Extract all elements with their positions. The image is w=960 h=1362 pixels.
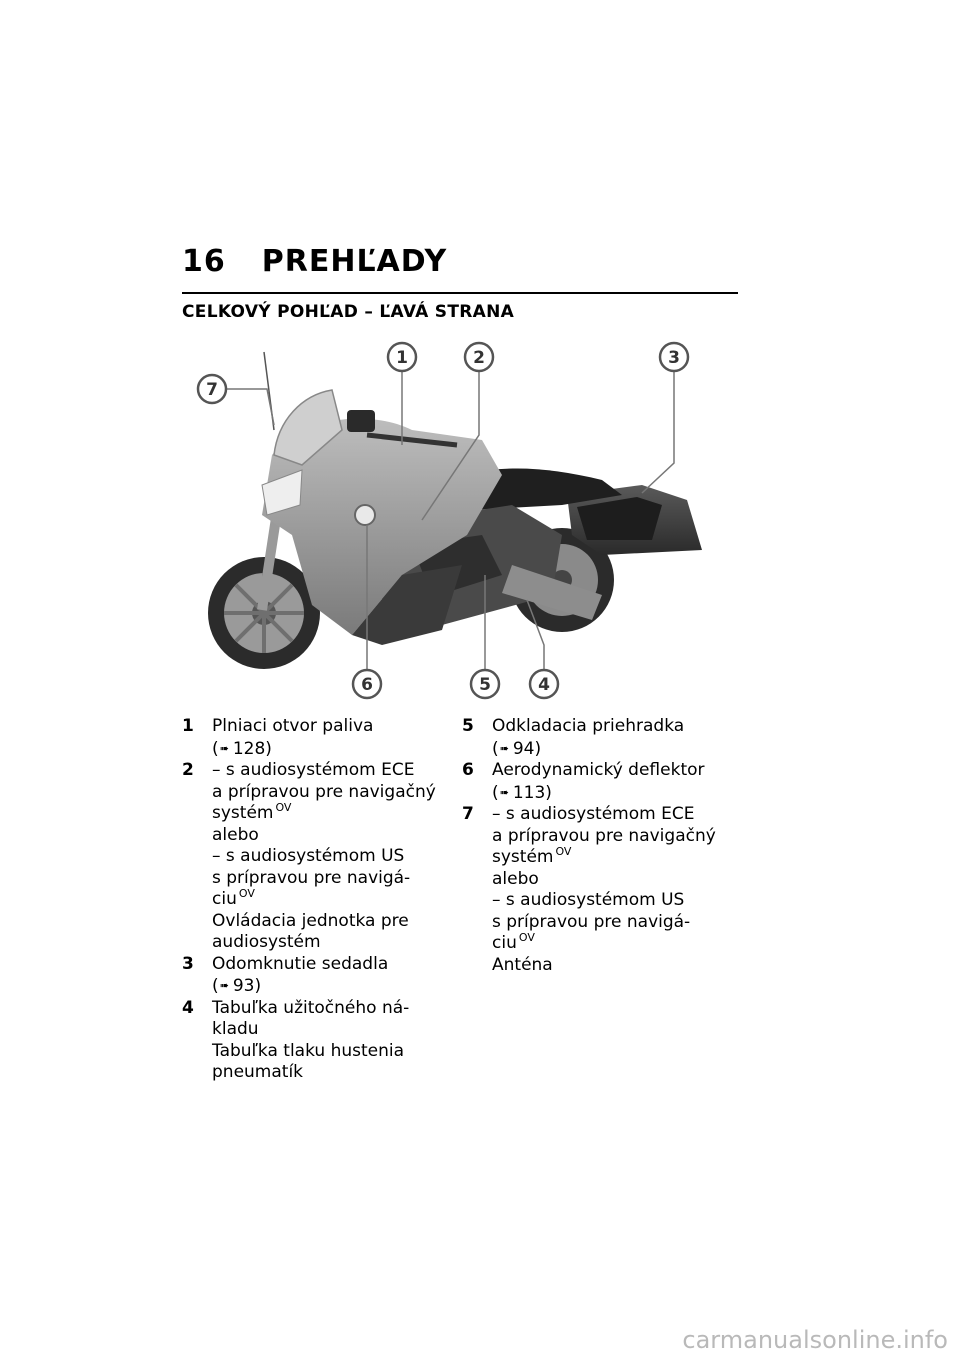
legend-text: Ovládacia jednotka pre xyxy=(212,910,409,931)
legend-text: ciu $^{OV}$ xyxy=(212,887,255,909)
legend-number: 5 xyxy=(462,716,474,736)
page-header xyxy=(182,244,447,279)
legend-text: alebo xyxy=(212,824,259,845)
section-title: CELKOVÝ POHĽAD – ĽAVÁ STRANA xyxy=(182,302,515,322)
legend-number: 7 xyxy=(462,804,474,824)
legend-text: Odomknutie sedadla xyxy=(212,953,389,974)
legend-entry xyxy=(462,716,732,760)
reference-arrow-icon: ➠ xyxy=(219,979,229,992)
brand-logo xyxy=(355,505,375,525)
legend-text: – s audiosystémom US xyxy=(212,846,405,866)
svg-text:2: 2 xyxy=(473,348,485,368)
page-reference: (➠ 128) xyxy=(212,738,272,759)
legend-entry xyxy=(182,760,452,954)
legend-entry xyxy=(182,998,452,1084)
motorcycle-figure xyxy=(182,335,738,705)
legend-text: Tabuľka užitočného ná- xyxy=(212,997,410,1018)
legend-text: kladu xyxy=(212,1019,259,1039)
legend-number: 1 xyxy=(182,716,194,736)
page-reference: (➠ 93) xyxy=(212,976,262,996)
legend-number: 2 xyxy=(182,760,194,780)
callout-3 xyxy=(660,343,688,371)
legend-text: pneumatík xyxy=(212,1062,304,1082)
page-number: 16 xyxy=(182,244,226,279)
legend-text: alebo xyxy=(492,868,539,889)
svg-text:7: 7 xyxy=(206,380,218,400)
legend-text: a prípravou pre navigačný xyxy=(212,781,436,802)
page-reference: (➠ 94) xyxy=(492,738,542,759)
legend-number: 6 xyxy=(462,760,474,780)
page-reference: (➠ 113) xyxy=(492,782,552,803)
legend-text: Odkladacia priehradka xyxy=(492,716,685,736)
legend-text: Aerodynamický deflektor xyxy=(492,760,705,780)
svg-text:4: 4 xyxy=(538,675,550,695)
legend-right xyxy=(462,716,732,976)
legend-entry xyxy=(182,716,452,760)
svg-text:1: 1 xyxy=(396,348,408,368)
legend-text: audiosystém xyxy=(212,932,321,952)
legend-text: systém $^{OV}$ xyxy=(492,845,572,867)
legend-text: s prípravou pre navigá- xyxy=(492,911,691,932)
legend-text: Tabuľka tlaku hustenia xyxy=(212,1040,405,1061)
legend-entry xyxy=(182,954,452,998)
header-rule xyxy=(182,292,738,294)
page-title: PREHĽADY xyxy=(261,244,448,279)
legend-text: Anténa xyxy=(492,954,553,975)
legend-entry xyxy=(462,804,732,976)
svg-text:5: 5 xyxy=(479,675,491,695)
watermark[interactable]: carmanualsonline.info xyxy=(682,1326,948,1354)
legend-number: 3 xyxy=(182,953,194,974)
callout-4 xyxy=(530,670,558,698)
legend-left xyxy=(182,716,452,1084)
callout-7 xyxy=(198,375,226,403)
callout-5 xyxy=(471,670,499,698)
reference-arrow-icon: ➠ xyxy=(499,741,509,755)
svg-text:3: 3 xyxy=(668,348,680,368)
callout-6 xyxy=(353,670,381,698)
legend-number: 4 xyxy=(182,997,194,1018)
legend-entry xyxy=(462,760,732,804)
legend-text: – s audiosystémom ECE xyxy=(212,760,415,780)
legend-text: Plniaci otvor paliva xyxy=(212,716,374,736)
legend-text: systém $^{OV}$ xyxy=(212,801,292,823)
legend-text: ciu $^{OV}$ xyxy=(492,931,535,953)
mirror xyxy=(347,410,375,432)
reference-arrow-icon: ➠ xyxy=(219,741,229,755)
reference-arrow-icon: ➠ xyxy=(499,785,509,799)
motorcycle-illustration xyxy=(182,335,738,705)
callout-1 xyxy=(388,343,416,371)
callout-2 xyxy=(465,343,493,371)
legend-text: s prípravou pre navigá- xyxy=(212,867,411,888)
legend-text: – s audiosystémom ECE xyxy=(492,804,695,824)
legend-text: a prípravou pre navigačný xyxy=(492,825,716,846)
legend-text: – s audiosystémom US xyxy=(492,890,685,910)
svg-text:6: 6 xyxy=(361,675,373,695)
